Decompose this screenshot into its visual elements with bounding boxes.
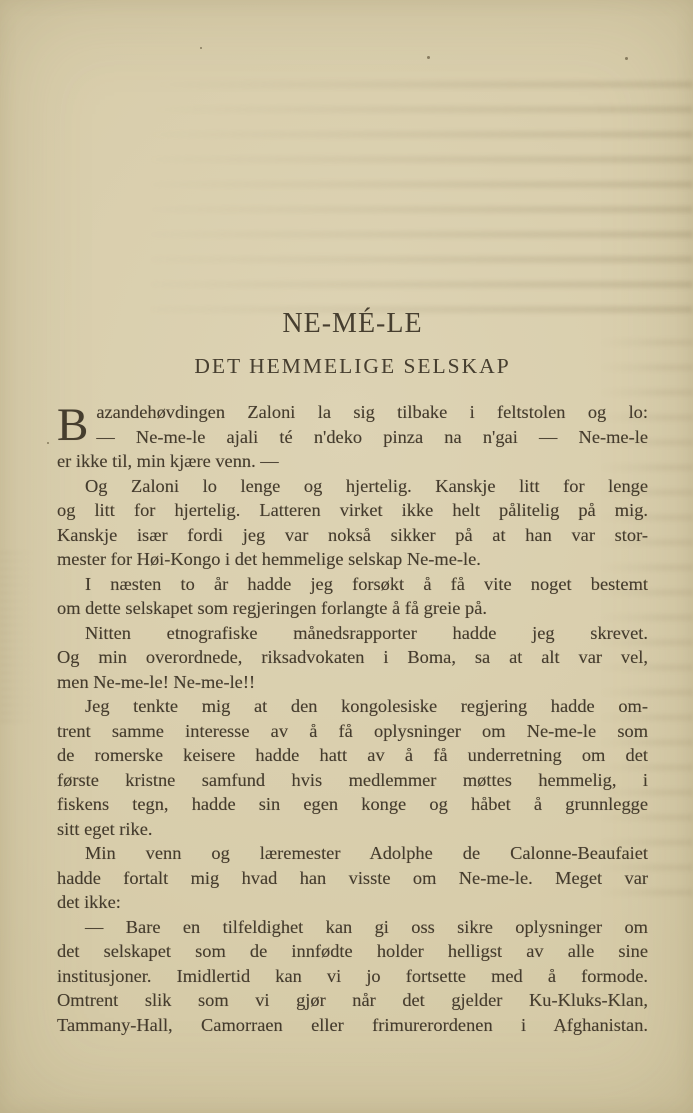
paper-speck: [625, 57, 628, 60]
text-line: — Ne-me-le ajali té n'deko pinza na n'gai — Ne-me-le: [96, 426, 648, 447]
text-line: azandehøvdingen Zaloni la sig tilbake i feltstolen og lo:: [96, 402, 648, 422]
text-line: fiskens tegn, hadde sin egen konge og håbet å grunnlegge: [57, 794, 648, 814]
paragraph: [57, 621, 648, 695]
text-line: institusjoner. Imidlertid kan vi jo fortsette med å formode.: [57, 965, 648, 986]
text-line: trent samme interesse av å få oplysninger om Ne-me-le som: [57, 720, 648, 741]
paragraph: [57, 400, 648, 474]
text-line: hadde fortalt mig hvad han visste om Ne-me-le. Meget var: [57, 867, 648, 888]
text-line: om dette selskapet som regjeringen forlangte å få greie på.: [57, 598, 487, 618]
show-through-text-top: [150, 72, 693, 322]
text-line: men Ne-me-le! Ne-me-le!!: [57, 671, 256, 692]
text-line: — Bare en tilfeldighet kan gi oss sikre oplysninger om: [85, 916, 648, 937]
paragraph: [57, 915, 648, 1038]
paragraph: [57, 572, 648, 621]
paper-speck: [200, 47, 202, 49]
text-line: Nitten etnografiske månedsrapporter hadde jeg skrevet.: [85, 622, 648, 643]
text-line: Tammany-Hall, Camorraen eller frimurerordenen i Afghanistan.: [57, 1014, 648, 1035]
paper-speck: [47, 442, 49, 444]
body-text: [57, 400, 648, 1037]
dropcap-letter: B: [57, 399, 89, 451]
text-line: Og min overordnede, riksadvokaten i Boma, sa at alt var vel,: [57, 647, 648, 667]
text-line: Omtrent slik som vi gjør når det gjelder Ku-Kluks-Klan,: [57, 990, 648, 1010]
text-line: Min venn og læremester Adolphe de Calonne-Beaufaiet: [85, 843, 648, 863]
chapter-title: NE-MÉ-LE: [282, 308, 423, 339]
text-line: Jeg tenkte mig at den kongolesiske regjering hadde om-: [85, 696, 648, 716]
paragraph: [57, 841, 648, 915]
show-through-text-left: [0, 548, 36, 726]
text-block: [57, 307, 648, 1037]
text-line: Kanskje især fordi jeg var nokså sikker på at han var stor-: [57, 524, 648, 545]
text-line: mester for Høi-Kongo i det hemmelige selskap Ne-me-le.: [57, 549, 481, 569]
text-line: det selskapet som de innfødte holder helligst av alle sine: [57, 941, 648, 961]
chapter-subtitle: DET HEMMELIGE SELSKAP: [194, 354, 511, 378]
text-line: og litt for hjertelig. Latteren virket ikke helt pålitelig på mig.: [57, 500, 648, 520]
paper-speck: [427, 56, 430, 59]
text-line: Og Zaloni lo lenge og hjertelig. Kanskje litt for lenge: [85, 475, 648, 496]
text-line: det ikke:: [57, 892, 121, 912]
text-line: er ikke til, min kjære venn. —: [57, 451, 279, 471]
paragraph: [57, 694, 648, 841]
text-line: første kristne samfund hvis medlemmer møttes hemmelig, i: [57, 769, 648, 790]
paragraph: [57, 474, 648, 572]
text-line: de romerske keisere hadde hatt av å få underretning om det: [57, 745, 648, 765]
text-line: I næsten to år hadde jeg forsøkt å få vite noget bestemt: [85, 573, 648, 594]
text-line: sitt eget rike.: [57, 818, 153, 839]
